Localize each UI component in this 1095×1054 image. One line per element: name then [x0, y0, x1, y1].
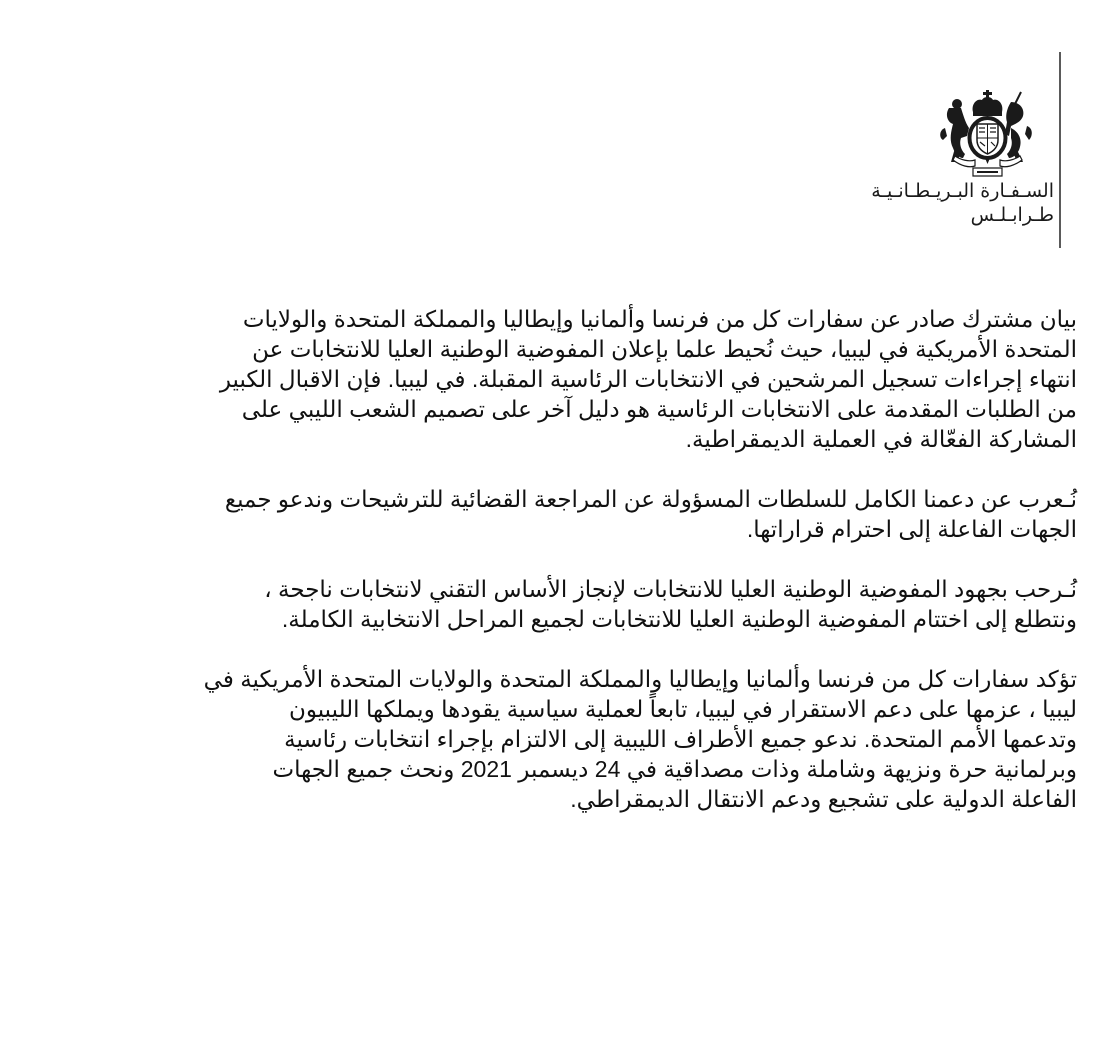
text-line: ليبيا ، عزمها على دعم الاستقرار في ليبيا، تابعاً لعملية سياسية يقودها ويملكها الليبيون	[288, 696, 1077, 722]
statement-paragraph-4	[95, 664, 1077, 814]
text-line: المشاركة الفعّالة في العملية الديمقراطية.	[685, 426, 1077, 452]
text-line: وبرلمانية حرة ونزيهة وشاملة وذات مصداقية في 24 ديسمبر 2021 ونحث جميع الجهات	[272, 756, 1077, 782]
text-line: الفاعلة الدولية على تشجيع ودعم الانتقال الديمقراطي.	[570, 786, 1077, 812]
royal-coat-of-arms-icon	[935, 88, 1040, 178]
letterhead-divider	[1059, 52, 1061, 248]
text-line: ونتطلع إلى اختتام المفوضية الوطنية العليا للانتخابات لجميع المراحل الانتخابية الكاملة.	[281, 606, 1077, 632]
text-line: الجهات الفاعلة إلى احترام قراراتها.	[746, 516, 1077, 542]
text-line: انتهاء إجراءات تسجيل المرشحين في الانتخابات الرئاسية المقبلة. في ليبيا. فإن الاقبال الكبير	[219, 366, 1077, 392]
text-line: المتحدة الأمريكية في ليبيا، حيث نُحيط علما بإعلان المفوضية الوطنية العليا للانتخابات عن	[252, 336, 1077, 362]
statement-paragraph-2	[95, 484, 1077, 544]
statement-paragraph-3	[95, 574, 1077, 634]
text-line: نُـعرب عن دعمنا الكامل للسلطات المسؤولة عن المراجعة القضائية للترشيحات وندعو جميع	[224, 486, 1077, 512]
embassy-name	[871, 179, 1054, 227]
text-line: وتدعمها الأمم المتحدة. ندعو جميع الأطراف الليبية إلى الالتزام بإجراء انتخابات رئاسية	[284, 726, 1077, 752]
text-line: نُـرحب بجهود المفوضية الوطنية العليا للانتخابات لإنجاز الأساس التقني لانتخابات ناجحة ،	[264, 576, 1077, 602]
joint-statement	[95, 304, 1077, 844]
text-line: تؤكد سفارات كل من فرنسا وألمانيا وإيطاليا والمملكة المتحدة والولايات المتحدة الأمريكية في	[203, 666, 1077, 692]
statement-paragraph-1	[95, 304, 1077, 454]
embassy-city-line: طـرابـلـس	[970, 204, 1054, 226]
text-line: من الطلبات المقدمة على الانتخابات الرئاسية هو دليل آخر على تصميم الشعب الليبي على	[241, 396, 1077, 422]
embassy-name-line: السـفـارة البـريـطـانـيـة	[871, 180, 1054, 202]
text-line: بيان مشترك صادر عن سفارات كل من فرنسا وألمانيا وإيطاليا والمملكة المتحدة والولايات	[242, 306, 1077, 332]
